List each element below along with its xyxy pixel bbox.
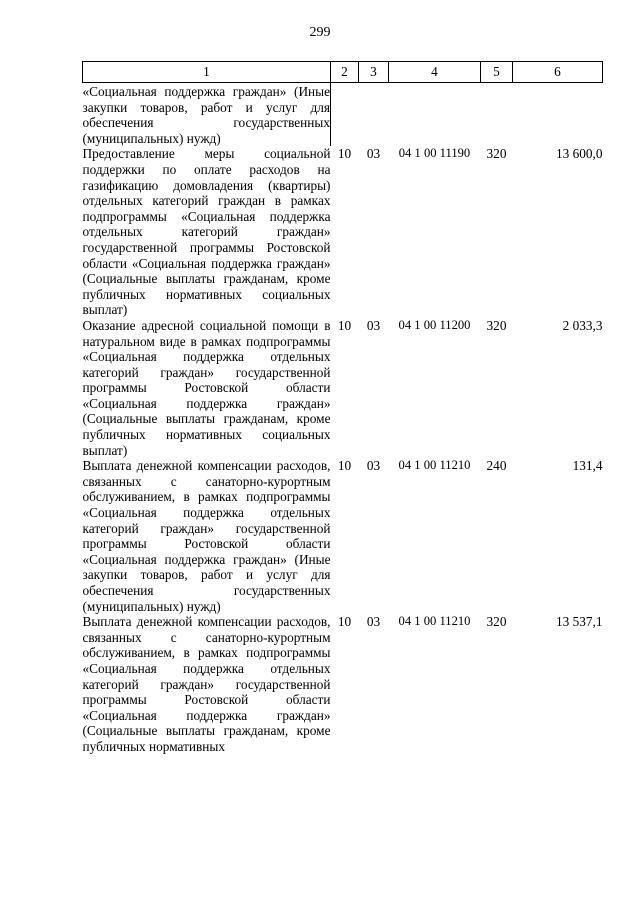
row-target-code: 04 1 00 11210	[398, 614, 471, 629]
header-col-5: 5	[481, 62, 513, 83]
header-col-2: 2	[331, 62, 359, 83]
row-target-code	[389, 83, 481, 147]
budget-table	[82, 61, 603, 755]
row-amount	[513, 83, 603, 147]
row-amount: 131,4	[572, 458, 603, 474]
row-target-code: 04 1 00 11210	[398, 458, 471, 473]
header-row	[83, 62, 603, 83]
row-description: Выплата денежной компенсации расходов, связанных с санаторно-курортным обслуживанием, в рамках подпрограммы «Социальная поддержка отдельных категорий граждан» государственной программы Ростовской области «Социальная поддержка граждан» (Социальные выплаты гражданам, кроме публичных нормативных	[82, 614, 331, 754]
row-description: Предоставление меры социальной поддержки по оплате расходов на газификацию домовладения (квартиры) отдельных категорий граждан в рамках подпрограммы «Социальная поддержка отдельных категорий граждан» государственной программы Ростовской области «Социальная поддержка граждан» (Социальные выплаты гражданам, кроме публичных нормативных социальных выплат)	[82, 146, 331, 318]
row-section: 10	[337, 317, 352, 333]
page-number: 299	[309, 25, 331, 40]
row-target-code: 04 1 00 11190	[398, 146, 471, 161]
row-section: 10	[337, 458, 352, 474]
row-expense-type: 320	[486, 146, 507, 162]
row-section	[331, 83, 359, 147]
row-expense-type	[481, 83, 513, 147]
row-section: 10	[337, 146, 352, 162]
row-amount: 2 033,3	[562, 317, 603, 333]
row-amount: 13 600,0	[555, 146, 603, 162]
table-row	[83, 458, 603, 614]
table-row	[83, 146, 603, 318]
table-row	[83, 83, 603, 147]
header-col-3: 3	[359, 62, 389, 83]
row-expense-type: 320	[486, 614, 507, 630]
row-subsection: 03	[366, 458, 381, 474]
row-target-code: 04 1 00 11200	[398, 317, 471, 332]
header-col-6: 6	[513, 62, 603, 83]
row-description: Выплата денежной компенсации расходов, связанных с санаторно-курортным обслуживанием, в рамках подпрограммы «Социальная поддержка отдельных категорий граждан» государственной программы Ростовской области «Социальная поддержка граждан» (Иные закупки товаров, работ и услуг для обеспечения государственных (муниципальных) нужд)	[82, 458, 331, 614]
row-description: «Социальная поддержка граждан» (Иные закупки товаров, работ и услуг для обеспечения государственных (муниципальных) нужд)	[82, 84, 330, 146]
row-expense-type: 240	[486, 458, 507, 474]
row-subsection	[359, 83, 389, 147]
row-section: 10	[337, 614, 352, 630]
row-subsection: 03	[366, 146, 381, 162]
row-amount: 13 537,1	[555, 614, 603, 630]
row-description: Оказание адресной социальной помощи в натуральном виде в рамках подпрограммы «Социальная поддержка отдельных категорий граждан» государственной программы Ростовской области «Социальная поддержка граждан» (Социальные выплаты гражданам, кроме публичных нормативных социальных выплат)	[82, 317, 331, 458]
row-subsection: 03	[366, 317, 381, 333]
table-row	[83, 614, 603, 754]
row-subsection: 03	[366, 614, 381, 630]
header-col-4: 4	[389, 62, 481, 83]
table-row	[83, 318, 603, 458]
header-col-1: 1	[83, 62, 331, 83]
row-expense-type: 320	[486, 317, 507, 333]
